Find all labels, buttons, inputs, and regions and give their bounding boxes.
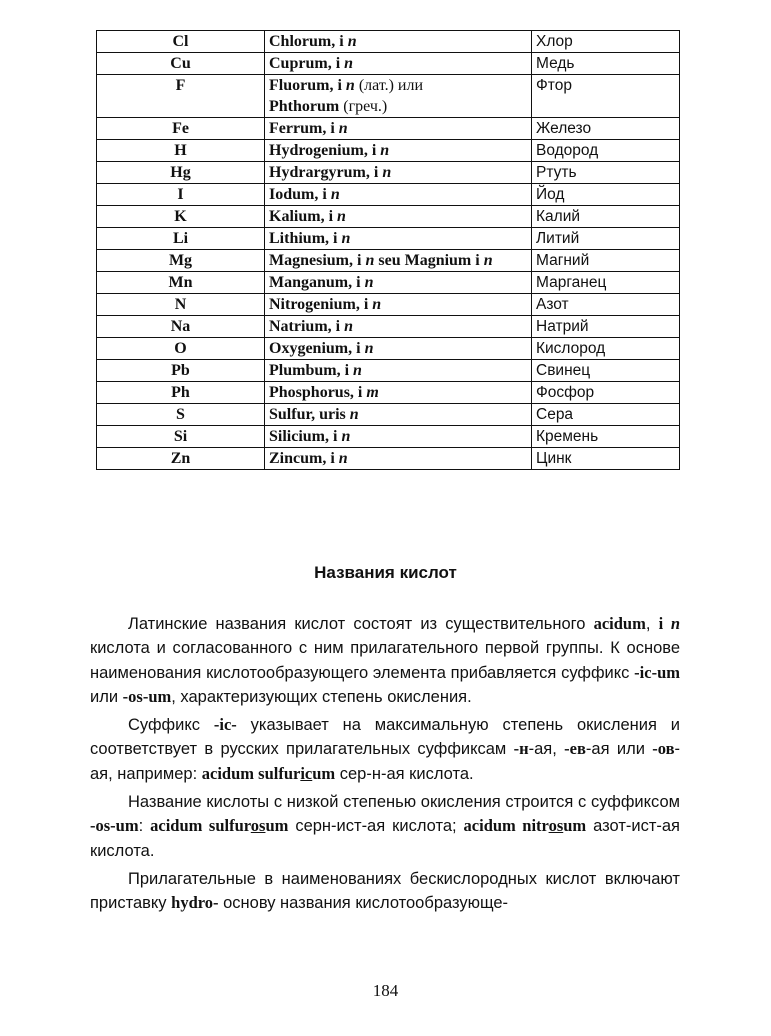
latin-genitive: , i [348, 274, 365, 291]
latin-genitive: , i [327, 55, 345, 72]
gender-marker: n [345, 77, 355, 94]
latin-name: Hydrogenium [269, 142, 364, 159]
gender-marker: n [341, 230, 351, 247]
section-title: Названия кислот [314, 563, 457, 582]
table-row [97, 294, 680, 316]
russian-name: Хлор [532, 31, 680, 53]
latin-name: Lithium [269, 230, 326, 247]
element-symbol: Na [97, 316, 265, 338]
latin-name: Ferrum [269, 120, 323, 137]
element-symbol: K [97, 206, 265, 228]
text-run: Прилагательные в наименованиях бескислородных кислот включают приставку [90, 869, 680, 913]
gender-marker: n [372, 296, 382, 313]
russian-name: Азот [532, 294, 680, 316]
element-symbol: Mn [97, 272, 265, 294]
latin-name-cell [265, 448, 532, 470]
russian-name: Марганец [532, 272, 680, 294]
text-run: -ая, например: [90, 740, 680, 783]
latin-name: Sulfur [269, 406, 312, 423]
text-run: -ов [652, 739, 675, 759]
russian-name: Кремень [532, 426, 680, 448]
latin-genitive: , i [336, 362, 354, 379]
paragraph [90, 612, 680, 709]
latin-genitive: , i [365, 164, 383, 181]
paragraph [90, 713, 680, 786]
gender-marker: n [338, 450, 348, 467]
text-run: кислота и согласованного с ним прилагательного первой группы. К основе наименования кислотообразующего элемента прибавляется суффикс [90, 639, 680, 682]
latin-name-cell [265, 316, 532, 338]
element-symbol: H [97, 140, 265, 162]
table-row [97, 118, 680, 140]
text-run: сер-н-ая кислота. [335, 764, 474, 783]
gender-marker: n [349, 406, 359, 423]
latin-genitive: , i [329, 77, 346, 94]
text-run: серн-ист-ая кислота; [288, 817, 464, 836]
table-row [97, 162, 680, 184]
element-symbol: Fe [97, 118, 265, 140]
latin-name: Iodum [269, 186, 315, 203]
latin-name: Fluorum [269, 77, 330, 94]
russian-name: Магний [532, 250, 680, 272]
latin-name: Silicium [269, 428, 326, 445]
latin-name-cell [265, 75, 532, 118]
russian-name: Натрий [532, 316, 680, 338]
gender-marker: n [341, 428, 351, 445]
text-run: um [265, 816, 289, 836]
latin-genitive: , i [349, 384, 367, 401]
element-symbol: Li [97, 228, 265, 250]
element-symbol: S [97, 404, 265, 426]
table-row [97, 31, 680, 53]
russian-name: Йод [532, 184, 680, 206]
latin-genitive: , i [322, 120, 339, 137]
element-symbol: Zn [97, 448, 265, 470]
latin-extra: (греч.) [339, 98, 388, 115]
text-run: acidum sulfur [150, 816, 251, 836]
gender-marker: n [344, 318, 354, 335]
latin-genitive: , i [322, 450, 339, 467]
table-row [97, 448, 680, 470]
gender-marker: n [364, 274, 374, 291]
text-run: os [548, 816, 564, 836]
latin-name-cell [265, 31, 532, 53]
table-row [97, 404, 680, 426]
text-run: acidum [593, 614, 646, 633]
element-symbol: I [97, 184, 265, 206]
russian-name: Свинец [532, 360, 680, 382]
latin-name-cell [265, 228, 532, 250]
table-row [97, 228, 680, 250]
gender-marker: n [338, 120, 348, 137]
latin-genitive: , i [363, 142, 381, 159]
latin-name-cell [265, 382, 532, 404]
text-run: n [670, 614, 680, 633]
latin-genitive: , i [327, 318, 345, 335]
text-run: um [563, 816, 587, 836]
latin-name: Chlorum [269, 33, 332, 50]
latin-genitive: , i [320, 208, 338, 225]
latin-name-cell [265, 184, 532, 206]
latin-name-cell [265, 118, 532, 140]
text-run: hydro- [171, 893, 219, 913]
russian-name: Цинк [532, 448, 680, 470]
element-symbol: Ph [97, 382, 265, 404]
element-symbol: Mg [97, 250, 265, 272]
table-row [97, 272, 680, 294]
russian-name: Кислород [532, 338, 680, 360]
latin-name-cell [265, 426, 532, 448]
table-row [97, 140, 680, 162]
latin-name: Kalium [269, 208, 321, 225]
text-run: Латинские названия кислот состоят из существительного [128, 615, 594, 633]
russian-name: Ртуть [532, 162, 680, 184]
latin-name: Plumbum [269, 362, 337, 379]
russian-name: Сера [532, 404, 680, 426]
element-symbol: Pb [97, 360, 265, 382]
russian-name: Водород [532, 140, 680, 162]
table-row [97, 75, 680, 118]
latin-genitive: , i [325, 230, 342, 247]
table-row [97, 382, 680, 404]
table-row [97, 360, 680, 382]
gender-marker: m [366, 384, 379, 401]
element-symbol: N [97, 294, 265, 316]
latin-name: Phthorum [269, 98, 340, 115]
body-text [90, 612, 680, 916]
gender-marker: n [353, 362, 362, 379]
latin-genitive: , uris [311, 406, 350, 423]
text-run: , [645, 615, 659, 633]
gender-marker: n [330, 186, 340, 203]
element-symbol: Cl [97, 31, 265, 53]
latin-name: Natrium [269, 318, 328, 335]
text-run: Суффикс [128, 716, 214, 735]
element-symbol: F [97, 75, 265, 118]
text-run: -н [513, 739, 529, 759]
text-run: основу названия кислотообразующе- [218, 894, 509, 913]
latin-name-cell [265, 206, 532, 228]
latin-name: Zincum [269, 450, 323, 467]
text-run: os [250, 816, 266, 836]
text-run: азот-ист-ая кислота. [90, 817, 680, 860]
latin-name-cell [265, 338, 532, 360]
gender-marker: n [382, 164, 392, 181]
latin-name-cell [265, 162, 532, 184]
text-run: -os-um [122, 686, 172, 706]
element-symbol: O [97, 338, 265, 360]
latin-genitive: , i [331, 33, 348, 50]
text-run: -os-um [90, 816, 139, 836]
text-run: -ic- [213, 715, 237, 735]
text-run: -ев [564, 739, 586, 759]
element-symbol: Hg [97, 162, 265, 184]
paragraph [90, 790, 680, 863]
latin-name: Manganum [269, 274, 349, 291]
text-run: ic [300, 763, 313, 783]
latin-name: Oxygenium [269, 340, 349, 357]
text-run: -ая, [528, 740, 565, 759]
gender-marker: n [337, 208, 346, 225]
latin-name-cell [265, 250, 532, 272]
latin-name-cell [265, 294, 532, 316]
latin-name: Cuprum [269, 55, 328, 72]
gender-marker: n [365, 252, 375, 269]
text-run: acidum nitr [463, 816, 549, 836]
latin-name-cell [265, 360, 532, 382]
elements-table [96, 30, 680, 470]
text-run: или [90, 687, 123, 706]
russian-name: Литий [532, 228, 680, 250]
elements-table-body [97, 31, 680, 470]
latin-genitive: , i [348, 340, 365, 357]
paragraph [90, 867, 680, 916]
latin-extra: seu Magnium i [374, 252, 484, 269]
latin-name-cell [265, 404, 532, 426]
russian-name: Железо [532, 118, 680, 140]
russian-name: Медь [532, 53, 680, 75]
table-row [97, 53, 680, 75]
latin-name: Magnesium [269, 252, 349, 269]
gender-marker: n [483, 252, 493, 269]
text-run: -ic-um [634, 662, 680, 682]
text-run: -ая или [585, 740, 653, 759]
latin-genitive: , i [325, 428, 342, 445]
table-row [97, 338, 680, 360]
latin-name: Nitrogenium [269, 296, 356, 313]
latin-genitive: , i [314, 186, 331, 203]
latin-extra: (лат.) или [354, 77, 424, 94]
text-run: , характеризующих степень окисления. [171, 687, 472, 706]
table-row [97, 206, 680, 228]
table-row [97, 184, 680, 206]
russian-name: Калий [532, 206, 680, 228]
gender-marker: n [364, 340, 374, 357]
latin-genitive: , i [355, 296, 373, 313]
text-run: i [658, 614, 671, 633]
table-row [97, 316, 680, 338]
table-row [97, 250, 680, 272]
text-run: указывает на максимальную степень окисления и соответствует в русских прилагательных суффиксам [90, 716, 680, 759]
latin-name-cell [265, 140, 532, 162]
latin-name-cell [265, 272, 532, 294]
latin-name: Phosphorus [269, 384, 350, 401]
latin-genitive: , i [349, 252, 366, 269]
page-number: 184 [372, 981, 399, 1000]
text-run: um [312, 763, 336, 783]
text-run: Название кислоты с низкой степенью окисления строится с суффиксом [128, 793, 680, 812]
gender-marker: n [344, 55, 354, 72]
text-run: acidum sulfur [201, 763, 301, 783]
russian-name: Фосфор [532, 382, 680, 404]
latin-name-cell [265, 53, 532, 75]
table-row [97, 426, 680, 448]
gender-marker: n [380, 142, 390, 159]
element-symbol: Cu [97, 53, 265, 75]
element-symbol: Si [97, 426, 265, 448]
russian-name: Фтор [532, 75, 680, 118]
text-run: : [138, 817, 151, 836]
latin-name: Hydrargyrum [269, 164, 366, 181]
gender-marker: n [347, 33, 357, 50]
